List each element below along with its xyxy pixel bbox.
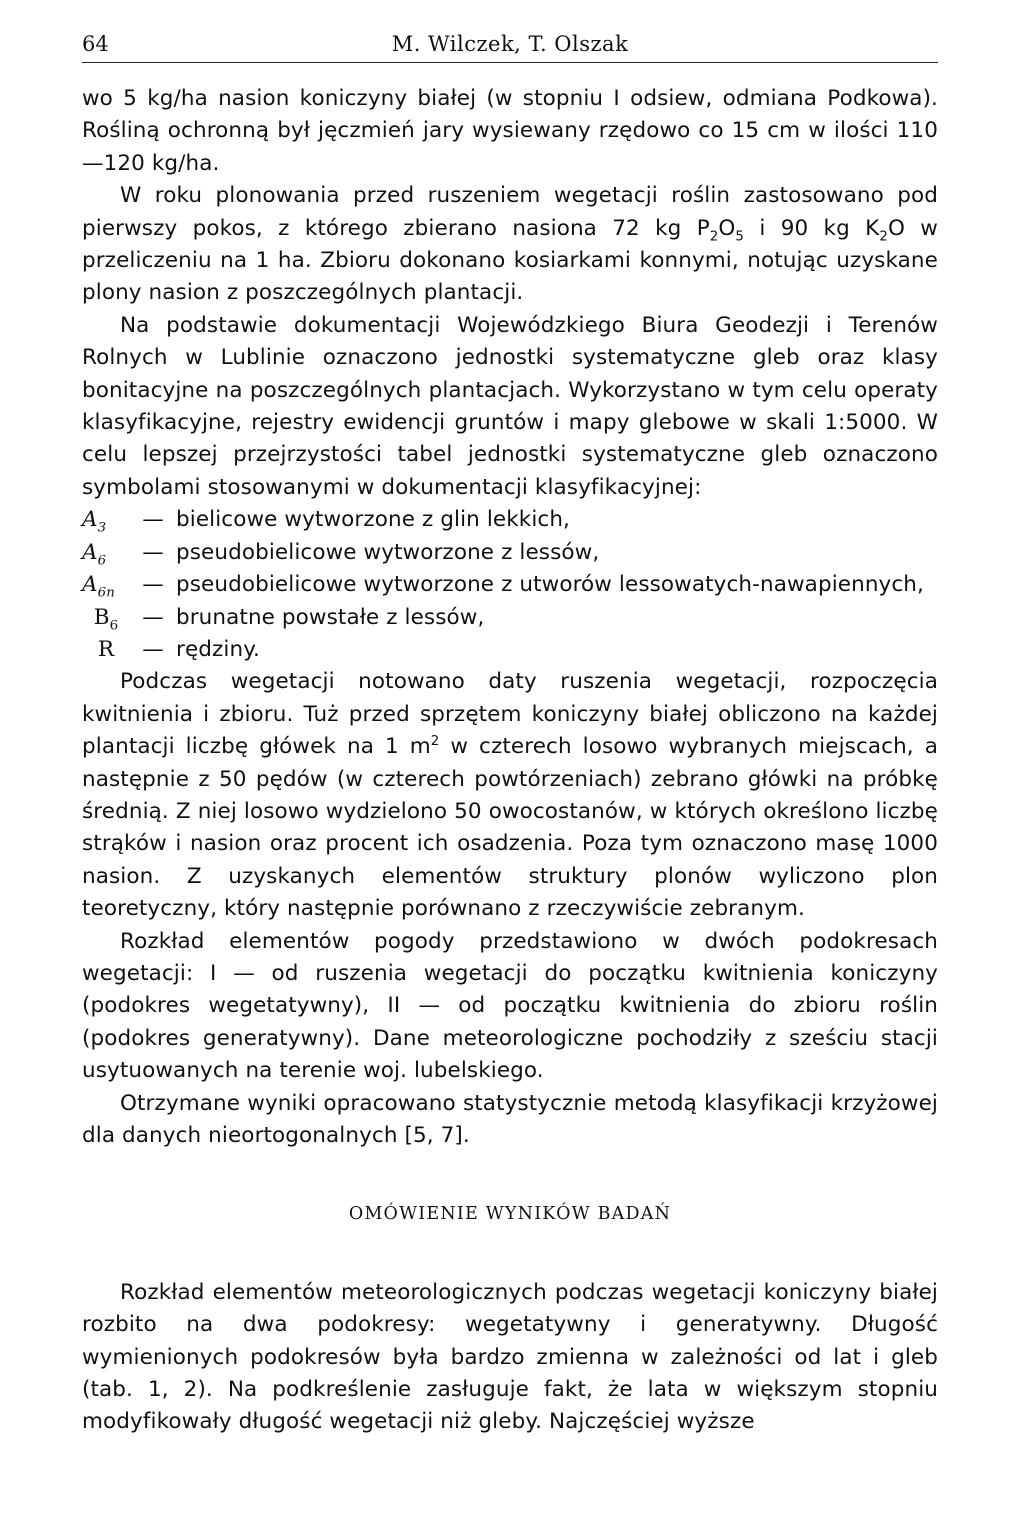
paragraph-5: Rozkład elementów pogody przedstawiono w dwóch podokresach wegetacji: I — od ruszenia wegetacji do początku kwitnienia koniczyny (podokres wegetatywny), II — od początku kwitnienia do zbioru roślin (podokres generatywny). Dane meteorologiczne pochodziły z sześciu stacji usytuowanych na terenie woj. lubelskiego. [82, 928, 938, 1084]
soil-unit-symbol: $A_{6n}$ [82, 572, 115, 601]
paragraph-2: W roku plonowania przed ruszeniem wegetacji roślin zastosowano pod pierwszy pokos, z którego zbierano nasiona 72 kg $P_2O_5$ i 90 kg $K_2O$ w przeliczeniu na 1 ha. Zbioru dokonano kosiarkami konnymi, notując uzyskane plony nasion z poszczególnych plantacji. [82, 183, 938, 306]
running-head [82, 26, 938, 63]
page-number: 64 [82, 32, 109, 56]
soil-unit-dash: — [142, 572, 164, 598]
soil-unit-symbol: R [97, 636, 115, 662]
soil-unit-dash: — [142, 604, 164, 630]
paragraph-3: Na podstawie dokumentacji Wojewódzkiego Biura Geodezji i Terenów Rolnych w Lublinie oznaczono jednostki systematyczne gleb oraz klasy bonitacyjne na poszczególnych plantacjach. Wykorzystano w tym celu operaty klasyfikacyjne, rejestry ewidencji gruntów i mapy glebowe w skali 1:5000. W celu lepszej przejrzystości tabel jednostki systematyczne gleb oznaczono symbolami stosowanymi w dokumentacji klasyfikacyjnej: [82, 312, 938, 500]
paragraph-7: Rozkład elementów meteorologicznych podczas wegetacji koniczyny białej rozbito na dwa podokresy: wegetatywny i generatywny. Długość wymienionych podokresów była bardzo zmienna w zależności od lat i gleb (tab. 1, 2). Na podkreślenie zasługuje fakt, że lata w większym stopniu modyfikowały długość wegetacji niż gleby. Najczęściej wyższe [82, 1279, 938, 1435]
soil-unit-dash: — [142, 636, 164, 662]
soil-unit-item [82, 602, 938, 634]
soil-unit-item [82, 504, 938, 536]
soil-unit-description: pseudobielicowe wytworzone z utworów lessowatych-nawapiennych, [176, 572, 924, 598]
page [82, 26, 938, 1439]
soil-unit-dash: — [142, 507, 164, 533]
soil-units-list [82, 504, 938, 666]
soil-unit-item [82, 537, 938, 569]
soil-unit-description: pseudobielicowe wytworzone z lessów, [176, 539, 600, 565]
section-title: OMÓWIENIE WYNIKÓW BADAŃ [348, 1204, 672, 1225]
soil-unit-description: brunatne powstałe z lessów, [176, 604, 485, 630]
soil-unit-description: rędziny. [176, 636, 260, 662]
paragraph-1: wo 5 kg/ha nasion koniczyny białej (w stopniu I odsiew, odmiana Podkowa). Rośliną ochronną był jęczmień jary wysiewany rzędowo co 15 cm w ilości 110—120 kg/ha. [82, 86, 938, 176]
paragraph-6: Otrzymane wyniki opracowano statystycznie metodą klasyfikacji krzyżowej dla danych nieortogonalnych [5, 7]. [82, 1090, 938, 1148]
running-head-authors: M. Wilczek, T. Olszak [391, 32, 629, 56]
paragraph-4: Podczas wegetacji notowano daty ruszenia wegetacji, rozpoczęcia kwitnienia i zbioru. Tuż przed sprzętem koniczyny białej obliczono na każdej plantacji liczbę główek na 1 $m^2$ w czterech losowo wybranych miejscach, a następnie z 50 pędów (w czterech powtórzeniach) zebrano główki na próbkę średnią. Z niej losowo wydzielono 50 owocostanów, w których określono liczbę strąków i nasion oraz procent ich osadzenia. Poza tym oznaczono masę 1000 nasion. Z uzyskanych elementów struktury plonów wyliczono plon teoretyczny, który następnie porównano z rzeczywiście zebranym. [82, 669, 938, 922]
soil-unit-item [82, 634, 938, 666]
soil-unit-symbol: $B_6$ [93, 604, 119, 633]
soil-unit-dash: — [142, 539, 164, 565]
body-text [82, 83, 938, 1439]
soil-unit-description: bielicowe wytworzone z glin lekkich, [176, 507, 570, 533]
soil-unit-symbol: $A_3$ [82, 507, 107, 536]
soil-unit-symbol: $A_6$ [82, 539, 107, 568]
soil-unit-item [82, 569, 938, 601]
